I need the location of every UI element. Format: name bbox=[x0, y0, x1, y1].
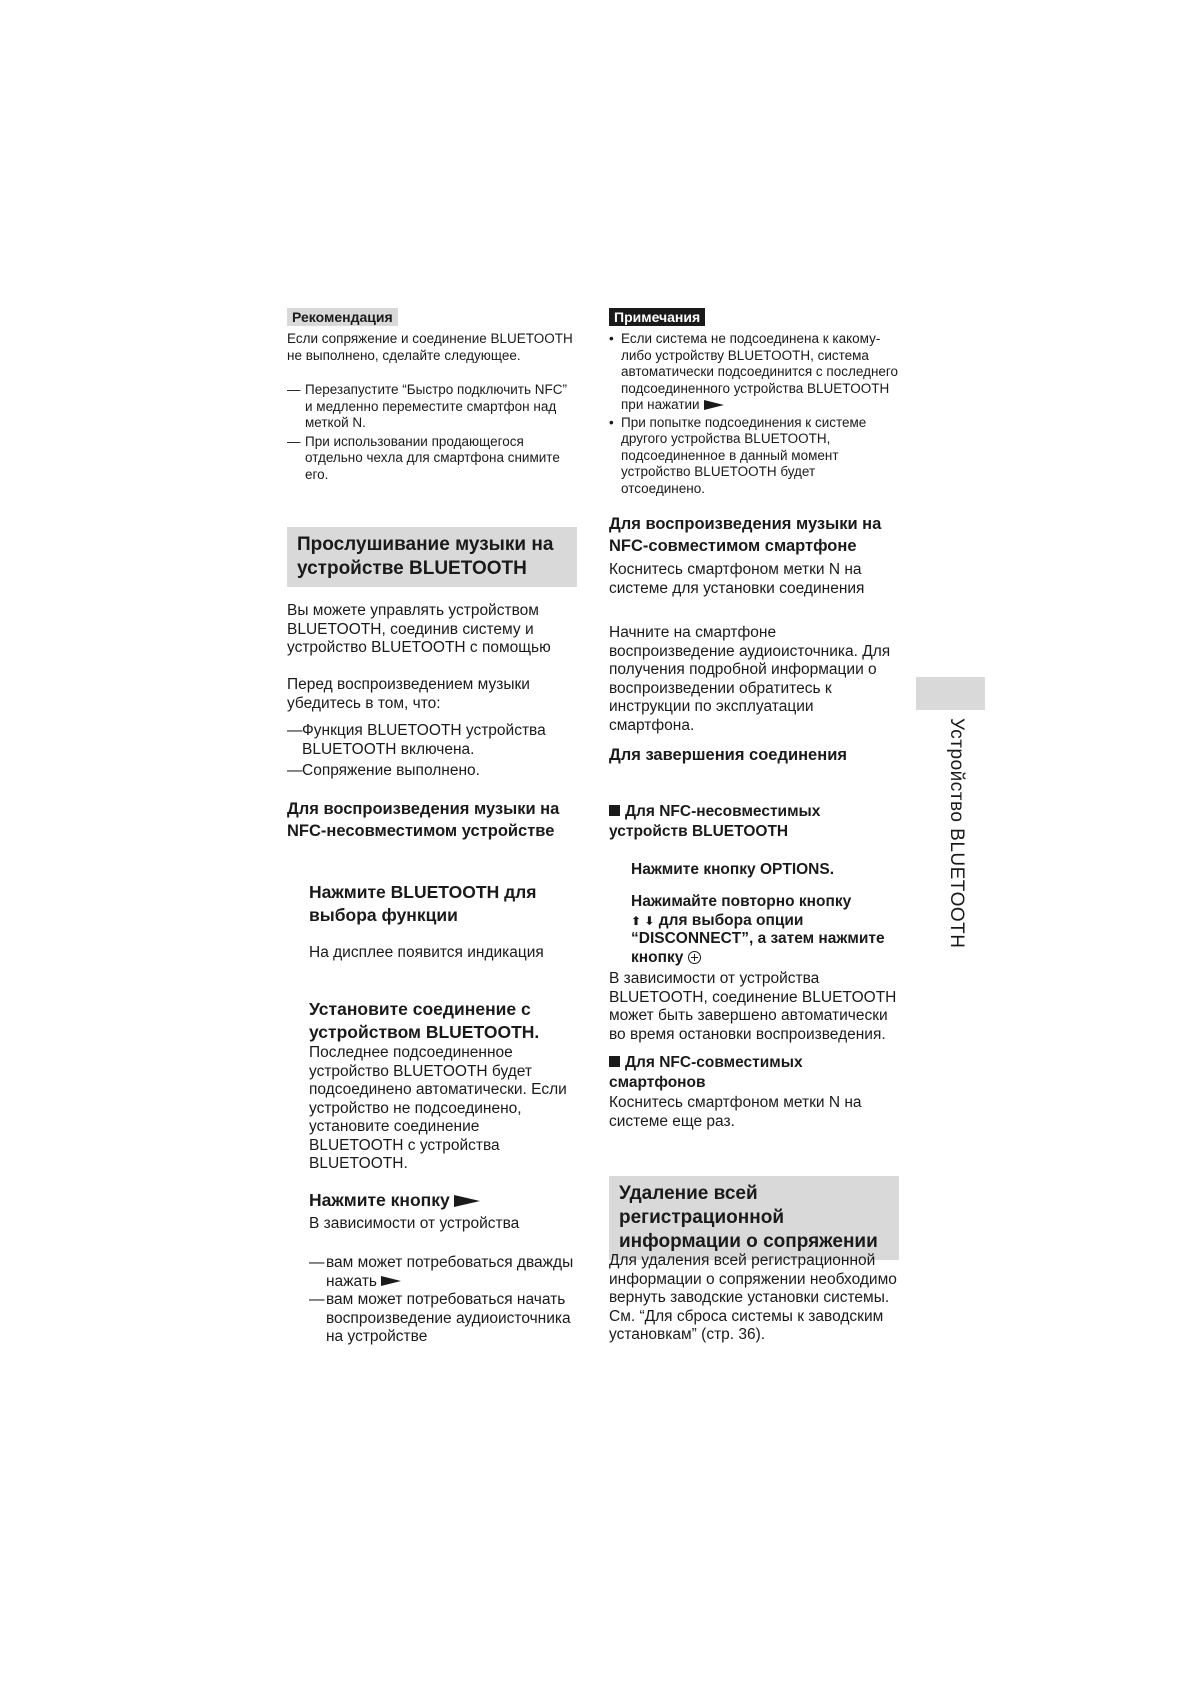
tip-intro: Если сопряжение и соединение BLUETOOTH не выполнено, сделайте следующее. bbox=[287, 331, 573, 363]
step1-text: На дисплее появится индикация bbox=[309, 944, 544, 961]
disconnect-step: Нажимайте повторно кнопку ⬆ ⬇ для выбора опции “DISCONNECT”, а затем нажмите кнопку bbox=[631, 893, 885, 966]
step3-item: — вам может потребоваться дважды нажать bbox=[309, 1254, 574, 1290]
section-title-delete-pairing: Удаление всей регистрационной информации о сопряжении bbox=[609, 1176, 899, 1260]
square-bullet-icon bbox=[609, 805, 620, 816]
delete-pairing-text: Для удаления всей регистрационной информации о сопряжении необходимо вернуть заводские установки системы. См. “Для сброса системы к заводским установкам” (стр. 36). bbox=[609, 1252, 897, 1343]
prerequisite-paragraph: Перед воспроизведением музыки убедитесь в том, что: bbox=[287, 676, 530, 712]
notes-list bbox=[609, 331, 899, 497]
prerequisite-list bbox=[287, 722, 577, 781]
touch-again-text: Коснитесь смартфоном метки N на системе еще раз. bbox=[609, 1094, 862, 1130]
side-tab-marker bbox=[916, 677, 985, 710]
up-down-arrow-icon: ⬆ ⬇ bbox=[631, 913, 655, 928]
tip-item: — При использовании продающегося отдельно чехла для смартфона снимите его. bbox=[287, 433, 560, 482]
step1-title: Нажмите BLUETOOTH для выбора функции bbox=[309, 882, 537, 925]
enter-icon bbox=[688, 951, 701, 964]
end-connection-title: Для завершения соединения bbox=[609, 746, 847, 764]
square-bullet-icon bbox=[609, 1056, 620, 1067]
nfc-compatible-text1: Коснитесь смартфоном метки N на системе для установки соединения bbox=[609, 561, 865, 597]
section-title-listening: Прослушивание музыки на устройстве BLUETOOTH bbox=[287, 527, 577, 587]
nfc-compatible-text2: Начните на смартфоне воспроизведение аудиоисточника. Для получения подробной информации о воспроизведении обратитесь к инструкции по эксплуатации смартфона. bbox=[609, 624, 891, 734]
play-icon bbox=[381, 1276, 401, 1286]
intro-paragraph: Вы можете управлять устройством BLUETOOTH, соединив систему и устройство BLUETOOTH с помощью bbox=[287, 602, 551, 656]
note-item: • Если система не подсоединена к какому-либо устройству BLUETOOTH, система автоматически подсоединится с последнего подсоединенного устройства BLUETOOTH при нажатии bbox=[609, 331, 899, 412]
notes-label: Примечания bbox=[609, 308, 705, 326]
tip-label: Рекомендация bbox=[287, 308, 398, 326]
play-icon bbox=[454, 1195, 480, 1207]
prerequisite-item: — Функция BLUETOOTH устройства BLUETOOTH включена. bbox=[287, 722, 546, 758]
step2-text: Последнее подсоединенное устройство BLUETOOTH будет подсоединено автоматически. Если устройство не подсоединено, установите соединение BLUETOOTH с устройства BLUETOOTH. bbox=[309, 1044, 567, 1172]
tip-item: — Перезапустите “Быстро подключить NFC” и медленно переместите смартфон над меткой N. bbox=[287, 382, 568, 430]
nfc-incompatible-subtitle: Для NFC-несовместимых устройств BLUETOOTH bbox=[609, 803, 821, 840]
auto-disconnect-text: В зависимости от устройства BLUETOOTH, соединение BLUETOOTH может быть завершено автоматически во время остановки воспроизведения. bbox=[609, 970, 897, 1043]
step3-title: Нажмите кнопку bbox=[309, 1189, 577, 1212]
note-item: • При попытке подсоединения к системе другого устройства BLUETOOTH, подсоединенное в данный момент устройство BLUETOOTH будет отсоединено. bbox=[609, 414, 867, 496]
step3-item: — вам может потребоваться начать воспроизведение аудиоисточника на устройстве bbox=[309, 1291, 571, 1345]
step3-list bbox=[309, 1254, 577, 1347]
step2-title: Установите соединение с устройством BLUETOOTH. bbox=[309, 999, 540, 1042]
nfc-compatible-title: Для воспроизведения музыки на NFC-совместимом смартфоне bbox=[609, 515, 882, 555]
nfc-compatible-subtitle: Для NFC-совместимых смартфонов bbox=[609, 1054, 803, 1091]
side-tab-label: Устройство BLUETOOTH bbox=[946, 718, 967, 949]
prerequisite-item: — Сопряжение выполнено. bbox=[287, 762, 480, 779]
step3-text: В зависимости от устройства bbox=[309, 1215, 520, 1232]
play-icon bbox=[704, 400, 724, 410]
options-step: Нажмите кнопку OPTIONS. bbox=[631, 861, 835, 878]
nfc-incompatible-title: Для воспроизведения музыки на NFC-несовместимом устройстве bbox=[287, 800, 560, 840]
tip-list bbox=[287, 382, 577, 483]
